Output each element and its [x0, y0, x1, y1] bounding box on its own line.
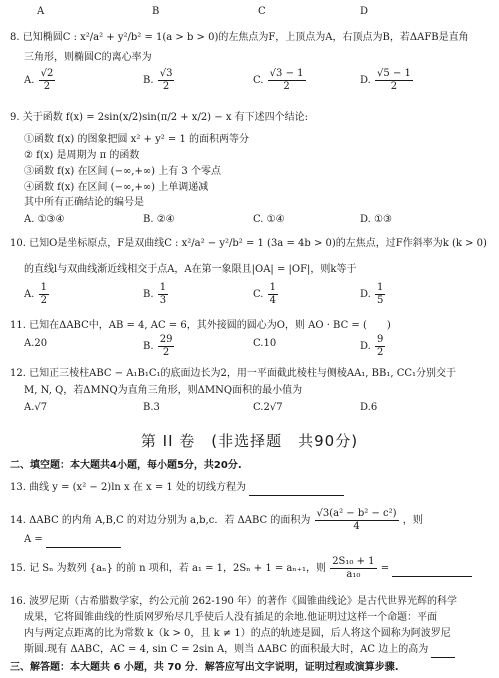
q15-stem — [10, 556, 472, 581]
q10-option-b — [143, 282, 169, 307]
q14-line2-text: A = — [24, 534, 43, 545]
q10-stem2: 的直线l与双曲线渐近线相交于点A，A在第一象限且|OA| = |OF|，则k等于 — [24, 264, 357, 275]
q15-after: = — [380, 563, 390, 574]
q16-line1-text: 波罗尼斯（古希腊数学家，约公元前 262-190 年）的著作《圆锥曲线论》是古代世界光辉的科学 — [29, 596, 458, 607]
q15-frac-num: 2S₁₀ + 1 — [332, 556, 375, 567]
q9-item-2: ② f(x) 是周期为 π 的函数 — [24, 150, 140, 161]
q12-option-a: A.√7 — [24, 402, 48, 413]
q12-number: 12. — [10, 368, 26, 379]
q9-stem — [10, 112, 308, 125]
q8-option-c-frac — [268, 68, 306, 93]
q14-frac-num: √3(a² − b² − c²) — [316, 508, 397, 519]
q10-c-num: 1 — [269, 282, 277, 293]
q14-number: 14. — [10, 515, 26, 526]
q10-option-b-label: B. — [143, 289, 154, 300]
q9-item-3: ③函数 f(x) 在区间 (−∞,+∞) 上有 3 个零点 — [24, 166, 221, 177]
q8-a-den: 2 — [43, 81, 51, 92]
q8-option-a-frac — [39, 68, 56, 93]
q10-b-den: 3 — [159, 295, 167, 306]
q13-stem — [10, 482, 344, 496]
q12-option-c: C.2√7 — [253, 402, 283, 413]
q11-number: 11. — [10, 320, 26, 331]
q11-stem — [10, 320, 391, 333]
q8-option-c — [253, 68, 307, 93]
q8-b-den: 2 — [162, 81, 170, 92]
q16-line1 — [10, 596, 457, 609]
q10-option-d-label: D. — [360, 289, 371, 300]
q16-number: 16. — [10, 596, 26, 607]
q11-option-d-frac — [375, 334, 385, 359]
q10-stem1: 已知O是坐标原点，F是双曲线C : x²/a² − y²/b² = 1 (3a = 4b > 0)的左焦点，过F作斜率为k (k > 0) — [29, 238, 487, 249]
q12-option-d: D.6 — [360, 402, 378, 413]
top-option-c: C — [258, 6, 266, 17]
q15-answer-blank[interactable] — [392, 563, 472, 577]
q8-option-d-frac — [375, 68, 413, 93]
q14-after: ，则 — [402, 515, 423, 526]
q9-option-b: B. ②④ — [143, 214, 175, 225]
q15-frac — [330, 556, 376, 581]
q9-option-c: C. ①④ — [253, 214, 285, 225]
q13-answer-blank[interactable] — [249, 482, 344, 496]
q8-c-den: 2 — [283, 81, 290, 92]
q14-line2 — [24, 534, 121, 548]
q12-option-b: B.3 — [143, 402, 160, 413]
q11-option-d — [360, 334, 386, 359]
q10-c-den: 4 — [269, 295, 277, 306]
q9-item-1: ①函数 f(x) 的图象把圆 x² + y² = 1 的面积两等分 — [24, 134, 249, 145]
q10-d-num: 1 — [377, 282, 384, 293]
q16-line3: 内与两定点距离的比为常数 k（k > 0，且 k ≠ 1）的点的轨迹是圆，后人将这个圆称为阿波罗尼 — [24, 628, 451, 639]
q13-number: 13. — [10, 482, 26, 493]
q10-number: 10. — [10, 238, 26, 249]
top-option-a: A — [37, 6, 45, 17]
q11-option-b-frac — [158, 334, 175, 359]
q8-stem2: 三角形，则椭圆C的离心率为 — [24, 52, 152, 63]
q8-a-num: √2 — [40, 68, 54, 79]
q11-option-b-label: B. — [143, 341, 154, 352]
q8-number: 8. — [10, 32, 20, 43]
q8-stem-line1 — [10, 32, 469, 45]
q8-option-b-label: B. — [143, 75, 154, 86]
top-option-b: B — [152, 6, 160, 17]
q10-option-c-label: C. — [253, 289, 264, 300]
q8-b-num: √3 — [159, 68, 173, 79]
q11-option-c: C.10 — [253, 338, 277, 349]
q8-option-b — [143, 68, 175, 93]
q8-option-d — [360, 68, 414, 93]
q10-stem-line1 — [10, 238, 487, 251]
q8-d-num: √5 − 1 — [377, 68, 411, 79]
q9-option-d: D. ①③ — [360, 214, 392, 225]
q9-option-a: A. ①③④ — [24, 214, 65, 225]
q10-a-den: 2 — [40, 295, 47, 306]
q10-option-a-label: A. — [24, 289, 35, 300]
q11-b-num: 29 — [159, 334, 173, 345]
q13-stem-text: 曲线 y = (x² − 2)ln x 在 x = 1 处的切线方程为 — [29, 482, 246, 493]
q9-item-5: 其中所有正确结论的编号是 — [24, 197, 144, 208]
q9-stem-text: 关于函数 f(x) = 2sin(x/2)sin(π/2 + x/2) − x 有下述四个结论: — [22, 112, 309, 123]
answer-section-title: 三、解答题：本大题共 6 小题，共 70 分．解答应写出文字说明，证明过程或演算步骤. — [10, 662, 399, 673]
top-option-d: D — [360, 6, 369, 17]
q16-line2: 成果，它将圆锥曲线的性质网罗殆尽几乎使后人没有插足的余地.他证明过这样一个命题：平面 — [24, 612, 438, 623]
q12-stem-line1 — [10, 368, 456, 381]
q8-stem1: 已知椭圆C : x²/a² + y²/b² = 1(a > b > 0)的左焦点为F，上顶点为A，右顶点为B，若ΔAFB是直角 — [22, 32, 469, 43]
q14-area-frac — [315, 508, 399, 533]
q10-b-num: 1 — [159, 282, 167, 293]
q10-option-a — [24, 282, 50, 307]
q10-option-d — [360, 282, 386, 307]
fill-in-section-title: 二、填空题：本大题共4小题，每小题5分，共20分. — [10, 460, 242, 471]
q14-stem-text: ΔABC 的内角 A,B,C 的对边分别为 a,b,c．若 ΔABC 的面积为 — [29, 515, 311, 526]
q8-option-b-frac — [158, 68, 175, 93]
q12-stem1: 已知正三棱柱ABC − A₁B₁C₁的底面边长为2，用一平面截此棱柱与侧棱AA₁, BB₁, CC₁分别交于 — [29, 368, 457, 379]
q14-answer-blank[interactable] — [46, 534, 121, 548]
q8-c-num: √3 − 1 — [269, 68, 304, 79]
q8-option-c-label: C. — [253, 75, 264, 86]
q10-option-a-frac — [39, 282, 49, 307]
q14-frac-den: 4 — [353, 521, 360, 532]
q10-option-b-frac — [158, 282, 168, 307]
q14-stem — [10, 508, 423, 533]
q10-option-c-frac — [268, 282, 278, 307]
q10-a-num: 1 — [40, 282, 47, 293]
q16-line4-text: 斯圆.现有 ΔABC，AC = 4, sin C = 2sin A，则当 ΔABC 的面积最大时，AC 边上的高为 — [24, 644, 429, 655]
q8-d-den: 2 — [390, 81, 398, 92]
q11-option-b — [143, 334, 175, 359]
q11-option-d-label: D. — [360, 341, 371, 352]
q8-option-d-label: D. — [360, 75, 371, 86]
q15-number: 15. — [10, 563, 26, 574]
q8-option-a — [24, 68, 56, 93]
q10-d-den: 5 — [377, 295, 384, 306]
q11-stem-text: 已知在ΔABC中，AB = 4, AC = 6，其外接圆的圆心为O，则 AO · BC = ( ) — [29, 320, 391, 331]
q16-answer-blank[interactable] — [431, 644, 455, 658]
q11-b-den: 2 — [162, 347, 170, 358]
q9-item-4: ④函数 f(x) 在区间 (−∞,+∞) 上单调递减 — [24, 182, 209, 193]
q15-stem-text: 记 Sₙ 为数列 {aₙ} 的前 n 项和，若 a₁ = 1，2Sₙ + 1 = aₙ₊₁，则 — [29, 563, 326, 574]
q11-option-a: A.20 — [24, 338, 48, 349]
q15-frac-den: a₁₀ — [346, 569, 361, 580]
q16-line4 — [24, 644, 455, 658]
q10-option-c — [253, 282, 279, 307]
q11-d-den: 2 — [377, 347, 384, 358]
q12-stem2: M, N, Q，若ΔMNQ为直角三角形，则ΔMNQ面积的最小值为 — [24, 385, 303, 396]
q10-option-d-frac — [375, 282, 385, 307]
q9-number: 9. — [10, 112, 20, 123]
section-2-title: 第 II 卷 (非选择题 共90分) — [140, 432, 359, 450]
q11-d-num: 9 — [377, 334, 384, 345]
q8-option-a-label: A. — [24, 75, 35, 86]
